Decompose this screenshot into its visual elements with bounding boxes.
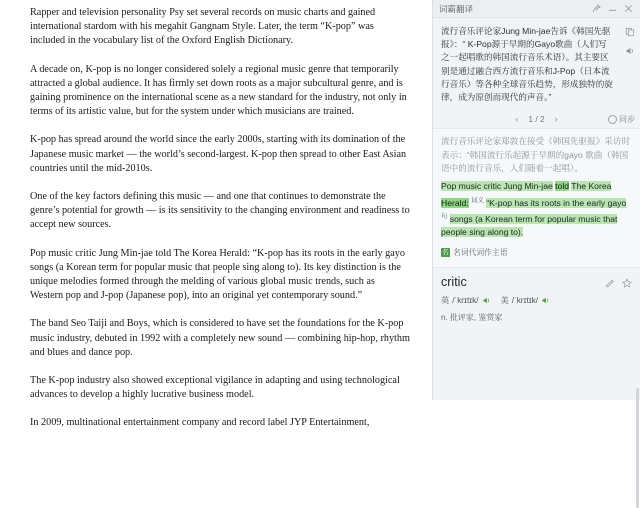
translation-pager [433,110,640,128]
translator-panel [432,0,640,400]
translation-en-part: Pop music critic Jung Min-jae [441,181,553,192]
minimize-icon[interactable] [607,3,618,14]
translator-header [433,0,640,18]
document-paragraph: Pop music critic Jung Min-jae told The Korea Herald: “K-pop has its roots in the early gayo songs (a Korean term for popular music that people sing along to). Its key distinction is the unique melodies formed through the melding of various global music trends, such as Western pop and J-pop (Japanese pop), into an original yet contemporary sound.” [30,247,405,302]
document-paragraph: A decade on, K-pop is no longer considered solely a regional music genre that temporarily attracted a global audience. It has firmly set down roots as a major subcultural genre, and is gaining prominence on the international scene as a new standard for the industry, not only in terms of its artistic value, but for the system under which musicians are trained. [30,63,407,118]
pin-icon[interactable] [591,3,602,14]
uk-phonetic [441,295,491,306]
translator-title: 词霸翻译 [439,3,474,14]
close-icon[interactable] [623,3,634,14]
uk-label: 英 [441,296,450,306]
document-paragraph: The band Seo Taiji and Boys, which is considered to have set the foundations for the K-pop music industry, debuted in 1992 with a completely new sound — combining hip-hop, rhythm and blues and dance pop. [30,318,410,358]
source-actions [624,26,635,56]
pager-next-button[interactable]: › [554,114,558,125]
document-paragraph: K-pop has spread around the world since the early 2000s, starting with its domination of the Japanese music market — the world’s second-largest. K-pop then spread to other East Asian countries until the mid-2010s. [30,134,407,174]
sync-radio-icon[interactable] [608,115,617,124]
translation-en-part: The Korea [571,181,612,192]
translation-en-part: people sing along to). [441,227,524,238]
us-phonetic [501,295,551,306]
translation-en-highlight: told [555,181,570,192]
edit-icon[interactable] [604,277,615,288]
speaker-icon[interactable] [624,45,635,56]
dictionary-definition: n. 批评家, 鉴赏家 [441,313,503,323]
translator-header-icons [591,3,634,14]
translation-chinese: 流行音乐评论家郑敦在接受《韩国先驱报》采访时表示：“韩国流行乐起源于早期的gayo 歌曲（韩国语中的流行音乐，人们随着一起唱）。 [441,136,631,174]
grammar-tag[interactable] [441,246,508,259]
dictionary-header [441,275,632,290]
phonetics-row [441,295,632,306]
translation-en-part: songs (a Korean term for popular music that [449,213,618,224]
sync-toggle[interactable] [608,114,635,125]
translation-en-highlight: Herald: [441,197,469,208]
uk-phonetic-text: /ˈkrɪtɪk/ [452,296,479,306]
ruby-annotation-extra: 句 [441,213,448,221]
noun-tag-icon: 名 [442,248,449,256]
source-text: 流行音乐评论家Jung Min-jae告诉《韩国先驱报》：“ K-Pop源于早期的Gayo歌曲（人们写之一起唱歌的韩国流行音乐术语）。其主要区别是通过融合西方流行音乐和J-Pop（日本流行音乐）等各种全球音乐趋势，形成独特的旋律，成为原创而现代的声音。” [441,26,613,103]
translation-english [441,180,632,239]
grammar-tag-label: 名词代词作主语 [453,247,508,257]
source-text-block[interactable] [433,18,640,110]
speaker-icon[interactable] [482,296,491,305]
ruby-annotation: 词义 [471,196,484,204]
star-icon[interactable] [621,277,632,288]
dictionary-word: critic [441,275,467,290]
speaker-icon[interactable] [541,296,550,305]
pager-count: 1 / 2 [528,114,545,125]
us-phonetic-text: /ˈkrɪtɪk/ [511,296,538,306]
document-paragraph: In 2009, multinational entertainment company and record label JYP Entertainment, [30,417,370,429]
document-paragraph: One of the key factors defining this music — and one that continues to demonstrate the genre’s potential for growth — is its sensitivity to the changing environment and readiness to accept new sources. [30,191,410,231]
document-paragraph: Rapper and television personality Psy set several records on music charts and gained international stardom with his megahit Gangnam Style. Later, the term “K-pop” was included in the vocabulary list of the Oxford English Dictionary. [30,7,376,47]
dictionary-actions [604,275,632,288]
translation-en-part: “K-pop has its roots in the early gayo [486,197,627,208]
pager-prev-button[interactable]: ‹ [515,114,519,125]
dictionary-section [433,268,640,400]
sync-label: 同步 [619,114,635,124]
panel-scrollbar[interactable] [636,388,639,508]
document-paragraph: The K-pop industry also showed exceptional vigilance in adapting and using technological advances to develop a highly lucrative business model. [30,375,400,401]
us-label: 美 [500,296,509,306]
copy-icon[interactable] [624,26,635,37]
translation-result [433,128,640,268]
